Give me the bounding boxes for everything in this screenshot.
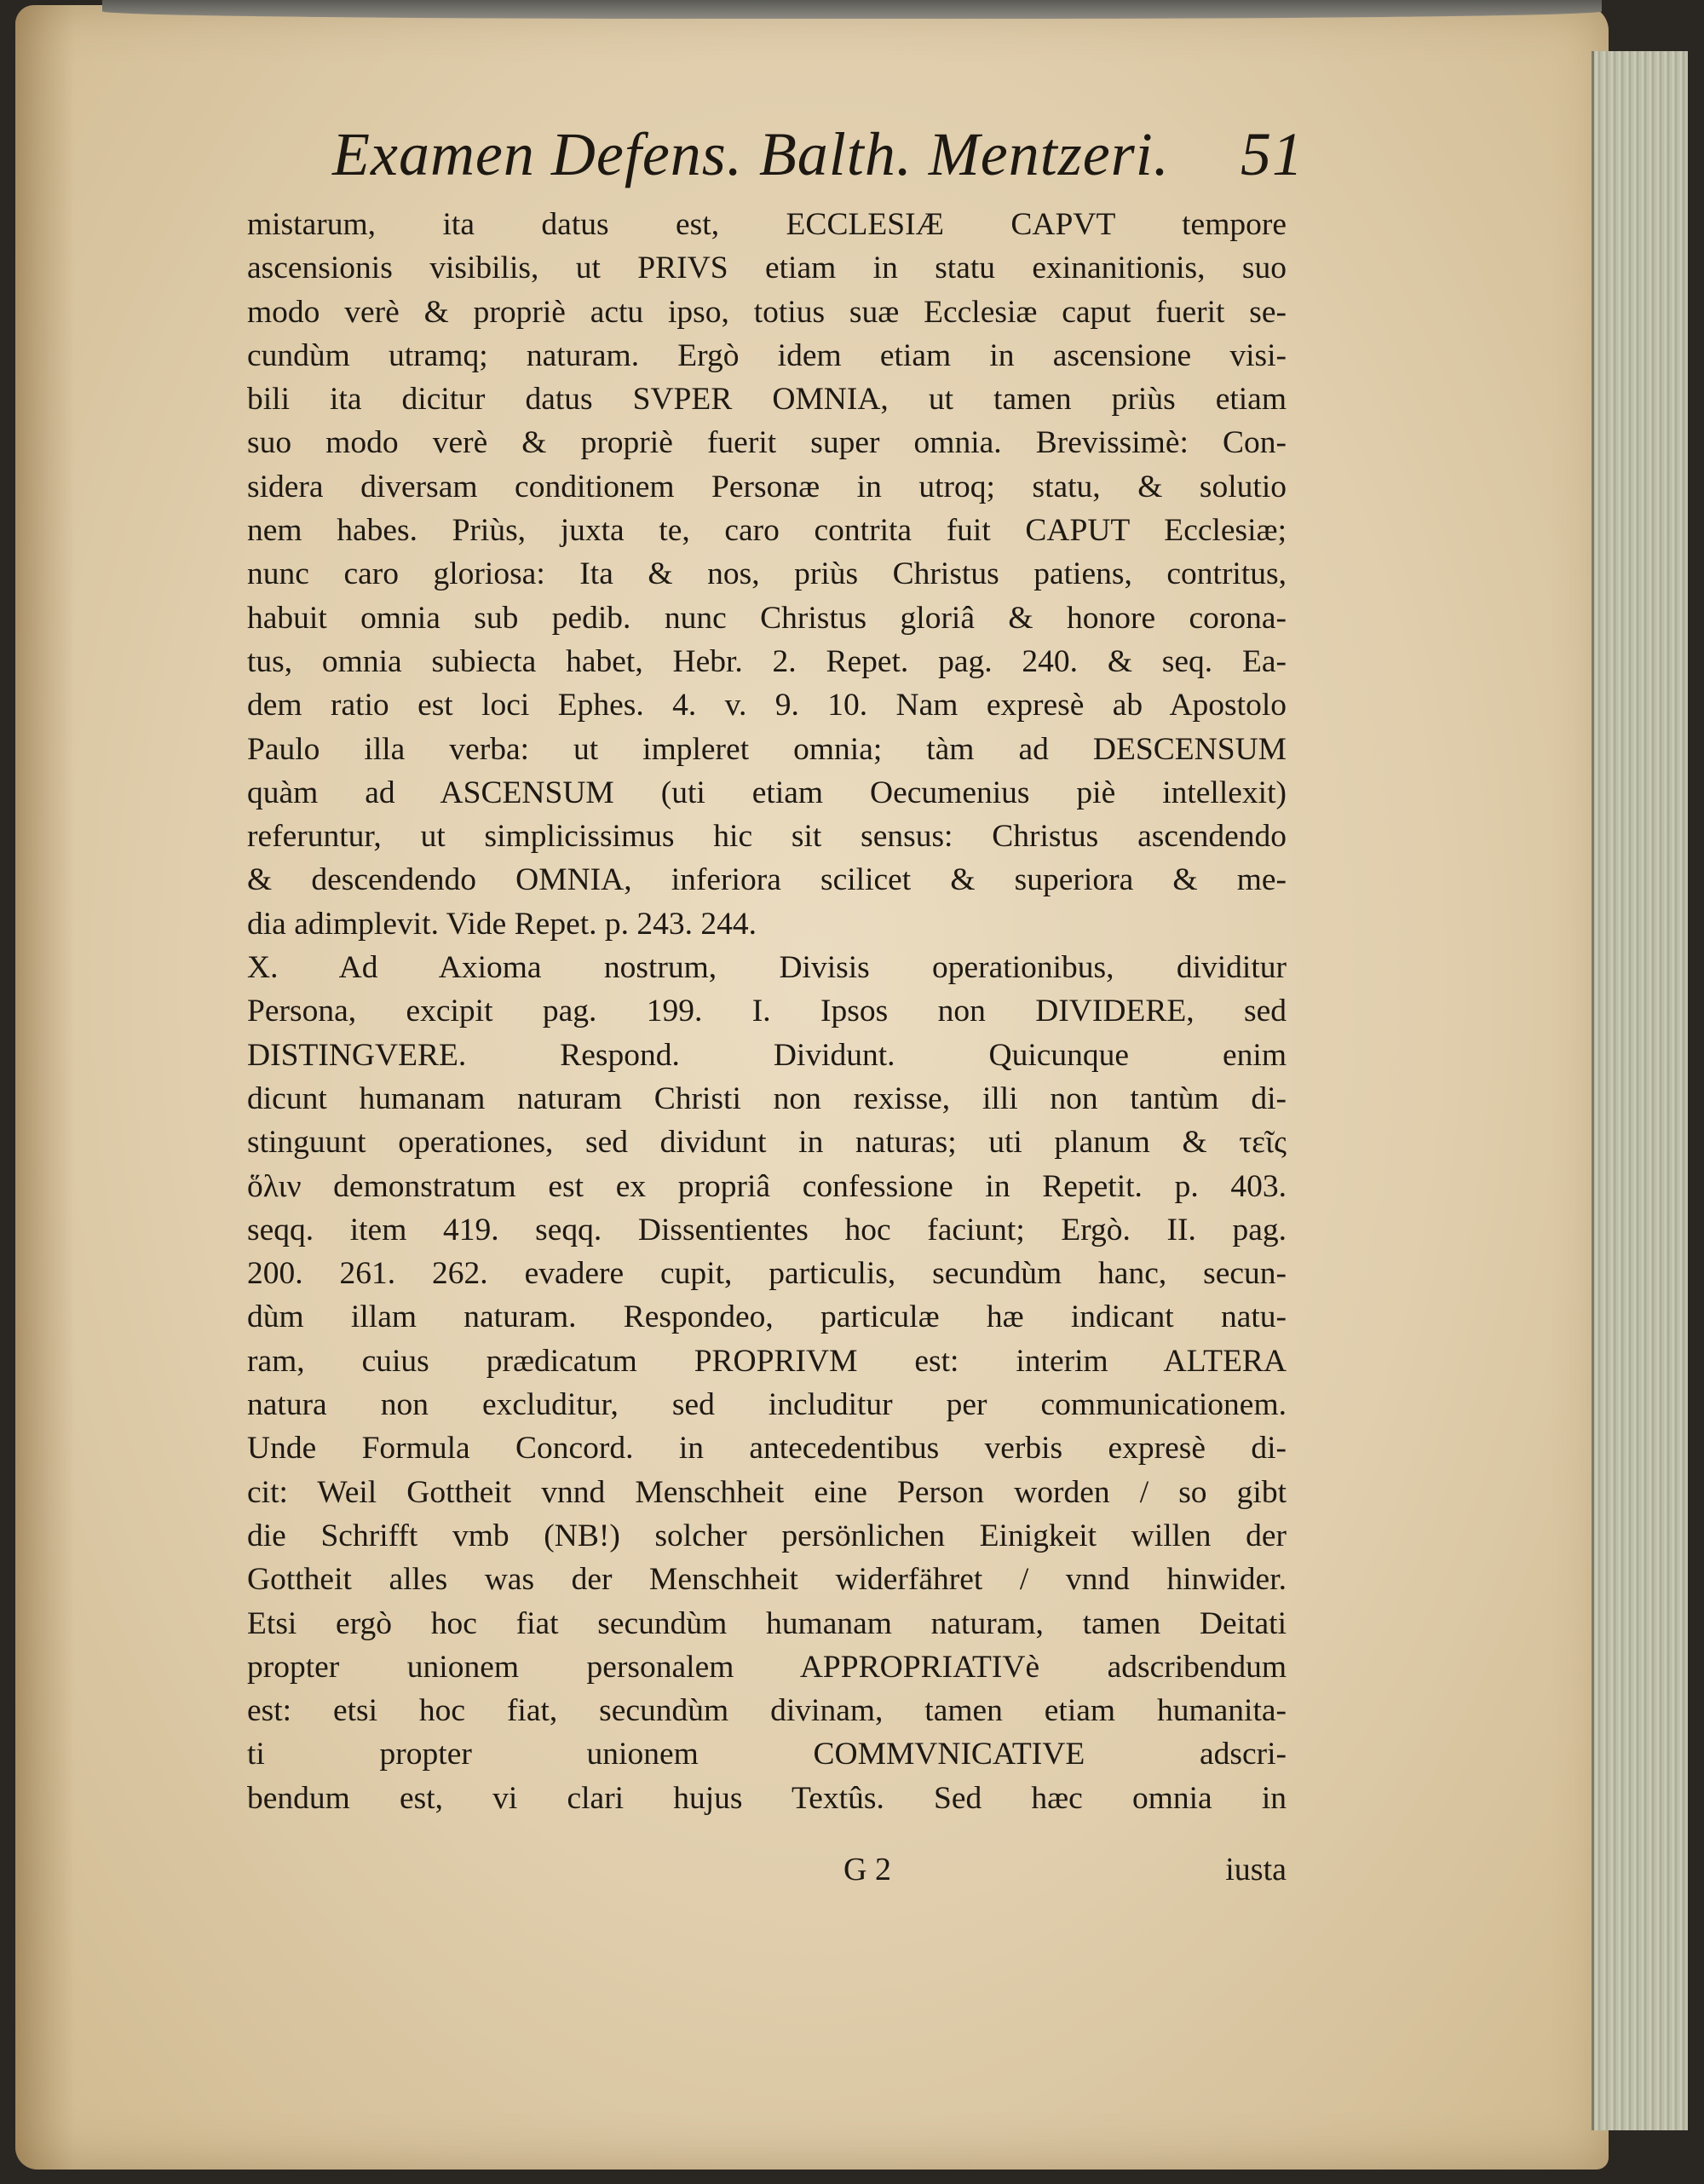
text-line: dem ratio est loci Ephes. 4. v. 9. 10. Nam expresè ab Apostolo [247,688,1287,723]
text-line: dia adimplevit. Vide Repet. p. 243. 244. [247,906,757,942]
text-line: & descendendo OMNIA, inferiora scilicet & superiora & me- [247,862,1287,898]
text-line: modo verè & propriè actu ipso, totius suæ Ecclesiæ caput fuerit se- [247,294,1287,330]
text-line: bendum est, vi clari hujus Textûs. Sed hæc omnia in [247,1780,1287,1816]
text-line: bili ita dicitur datus SVPER OMNIA, ut tamen priùs etiam [247,382,1287,418]
gutter-shadow [15,5,75,2170]
text-line: Paulo illa verba: ut impleret omnia; tàm ad DESCENSUM [247,731,1287,767]
text-line: ὅλιν demonstratum est ex propriâ confessione in Repetit. p. 403. [247,1168,1287,1204]
text-line: referuntur, ut simplicissimus hic sit sensus: Christus ascendendo [247,819,1287,855]
text-line: stinguunt operationes, sed dividunt in naturas; uti planum & τεῖς [247,1125,1287,1161]
text-line: sidera diversam conditionem Personæ in utroq; statu, & solutio [247,469,1287,504]
text-line: dicunt humanam naturam Christi non rexisse, illi non tantùm di- [247,1080,1287,1116]
text-line: 200. 261. 262. evadere cupit, particulis, secundùm hanc, secun- [247,1256,1287,1292]
text-line: Gottheit alles was der Menschheit widerfähret / vnnd hinwider. [247,1562,1287,1598]
text-line: ascensionis visibilis, ut PRIVS etiam in statu exinanitionis, suo [247,251,1287,286]
text-line: X. Ad Axioma nostrum, Divisis operationibus, dividitur [247,950,1287,986]
text-line: dùm illam naturam. Respondeo, particulæ hæ indicant natu- [247,1299,1287,1335]
text-line: habuit omnia sub pedib. nunc Christus gloriâ & honore corona- [247,600,1287,636]
text-line: ram, cuius prædicatum PROPRIVM est: interim ALTERA [247,1343,1287,1379]
text-line: tus, omnia subiecta habet, Hebr. 2. Repet. pag. 240. & seq. Ea- [247,643,1287,679]
running-title: Examen Defens. Balth. Mentzeri. [332,120,1170,188]
binding [102,0,1602,19]
text-line: die Schrifft vmb (NB!) solcher persönlichen Einigkeit willen der [247,1518,1287,1553]
text-line: Etsi ergò hoc fiat secundùm humanam naturam, tamen Deitati [247,1605,1287,1641]
text-line: propter unionem personalem APPROPRIATIVè adscribendum [247,1649,1287,1685]
text-line: cundùm utramq; naturam. Ergò idem etiam in ascensione visi- [247,337,1287,373]
page-edges [1592,51,1688,2130]
body-text [247,203,1287,1820]
text-line: nunc caro gloriosa: Ita & nos, priùs Christus patiens, contritus, [247,556,1287,592]
signature-mark: G 2 [843,1852,891,1887]
catchword: iusta [1225,1852,1287,1887]
text-line: suo modo verè & propriè fuerit super omnia. Brevissimè: Con- [247,425,1287,461]
text-line: DISTINGVERE. Respond. Dividunt. Quicunque enim [247,1037,1287,1073]
text-line: ti propter unionem COMMVNICATIVE adscri- [247,1737,1287,1772]
text-line: Persona, excipit pag. 199. I. Ipsos non DIVIDERE, sed [247,994,1287,1029]
text-line: cit: Weil Gottheit vnnd Menschheit eine Person worden / so gibt [247,1474,1287,1510]
text-line: natura non excluditur, sed includitur per communicationem. [247,1387,1287,1423]
text-line: mistarum, ita datus est, ECCLESIÆ CAPVT tempore [247,207,1287,242]
text-line: Unde Formula Concord. in antecedentibus verbis expresè di- [247,1431,1287,1467]
text-line: quàm ad ASCENSUM (uti etiam Oecumenius piè intellexit) [247,775,1287,810]
running-header [332,119,1304,196]
text-line: nem habes. Priùs, juxta te, caro contrita fuit CAPUT Ecclesiæ; [247,513,1287,549]
page-footer [247,1851,1287,1893]
text-line: seqq. item 419. seqq. Dissentientes hoc faciunt; Ergò. II. pag. [247,1212,1287,1248]
text-line: est: etsi hoc fiat, secundùm divinam, tamen etiam humanita- [247,1693,1287,1729]
page-number: 51 [1241,120,1304,188]
